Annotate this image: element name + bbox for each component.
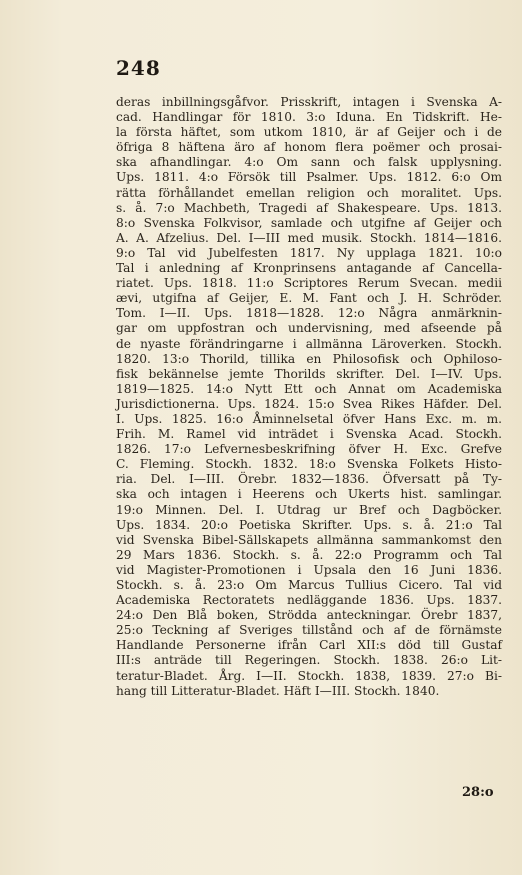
text-line: 9:o Tal vid Jubelfesten 1817. Ny upplaga 1821. 10:o xyxy=(116,245,502,260)
page-number: 248 xyxy=(116,56,161,80)
text-line: 29 Mars 1836. Stockh. s. å. 22:o Programm och Tal xyxy=(116,547,502,562)
text-line: ævi, utgifna af Geijer, E. M. Fant och J. H. Schröder. xyxy=(116,291,502,306)
text-line: ria. Del. I—III. Örebr. 1832—1836. Öfversatt på Ty- xyxy=(116,472,502,487)
text-line: fisk bekännelse jemte Thorilds skrifter. Del. I—IV. Ups. xyxy=(116,366,502,381)
text-line: 25:o Teckning af Sveriges tillstånd och af de förnämste xyxy=(116,623,502,638)
text-line: de nyaste förändringarne i allmänna Läroverken. Stockh. xyxy=(116,336,502,351)
text-line: vid Magister-Promotionen i Upsala den 16 Juni 1836. xyxy=(116,562,502,577)
text-line: teratur-Bladet. Årg. I—II. Stockh. 1838, 1839. 27:o Bi- xyxy=(116,668,502,683)
text-line: Ups. 1834. 20:o Poetiska Skrifter. Ups. s. å. 21:o Tal xyxy=(116,517,502,532)
text-line: C. Fleming. Stockh. 1832. 18:o Svenska Folkets Histo- xyxy=(116,457,502,472)
text-line: öfriga 8 häftena äro af honom flera poëmer och prosai- xyxy=(116,140,502,155)
text-line: 1819—1825. 14:o Nytt Ett och Annat om Academiska xyxy=(116,381,502,396)
text-line: III:s anträde till Regeringen. Stockh. 1838. 26:o Lit- xyxy=(116,653,502,668)
text-line: 1826. 17:o Lefvernesbeskrifning öfver H. Exc. Grefve xyxy=(116,442,502,457)
text-line: gar om uppfostran och undervisning, med afseende på xyxy=(116,321,502,336)
text-line: A. A. Afzelius. Del. I—III med musik. Stockh. 1814—1816. xyxy=(116,230,502,245)
text-line: s. å. 7:o Machbeth, Tragedi af Shakespeare. Ups. 1813. xyxy=(116,200,502,215)
text-line: I. Ups. 1825. 16:o Åminnelsetal öfver Hans Exc. m. m. xyxy=(116,411,502,426)
text-line: 1820. 13:o Thorild, tillika en Philosofisk och Ophiloso- xyxy=(116,351,502,366)
text-line: ska afhandlingar. 4:o Om sann och falsk upplysning. xyxy=(116,155,502,170)
text-line: la första häftet, som utkom 1810, är af Geijer och i de xyxy=(116,125,502,140)
text-line: cad. Handlingar för 1810. 3:o Iduna. En Tidskrift. He- xyxy=(116,110,502,125)
catchword: 28:o xyxy=(462,785,494,800)
text-line: rätta förhållandet emellan religion och moralitet. Ups. xyxy=(116,185,502,200)
body-text xyxy=(116,95,502,699)
text-line: hang till Litteratur-Bladet. Häft I—III. Stockh. 1840. xyxy=(116,683,440,698)
text-line: vid Svenska Bibel-Sällskapets allmänna sammankomst den xyxy=(116,532,502,547)
text-line: ska och intagen i Heerens och Ukerts hist. samlingar. xyxy=(116,487,502,502)
text-line: riatet. Ups. 1818. 11:o Scriptores Rerum Svecan. medii xyxy=(116,276,502,291)
text-line: 24:o Den Blå boken, Strödda anteckningar. Örebr 1837, xyxy=(116,608,502,623)
text-line: Academiska Rectoratets nedläggande 1836. Ups. 1837. xyxy=(116,593,502,608)
text-line: Handlande Personerne ifrån Carl XII:s död till Gustaf xyxy=(116,638,502,653)
text-line: deras inbillningsgåfvor. Prisskrift, intagen i Svenska A- xyxy=(116,95,502,109)
text-line: Stockh. s. å. 23:o Om Marcus Tullius Cicero. Tal vid xyxy=(116,578,502,592)
text-line: Tom. I—II. Ups. 1818—1828. 12:o Några anmärknin- xyxy=(116,306,502,321)
text-line: Frih. M. Ramel vid inträdet i Svenska Acad. Stockh. xyxy=(116,427,502,442)
text-line: Tal i anledning af Kronprinsens antagande af Cancella- xyxy=(116,261,502,276)
text-line: Ups. 1811. 4:o Försök till Psalmer. Ups. 1812. 6:o Om xyxy=(116,170,502,185)
text-line: 8:o Svenska Folkvisor, samlade och utgifne af Geijer och xyxy=(116,215,502,230)
text-line: 19:o Minnen. Del. I. Utdrag ur Bref och Dagböcker. xyxy=(116,502,502,517)
text-line: Jurisdictionerna. Ups. 1824. 15:o Svea Rikes Häfder. Del. xyxy=(116,396,502,411)
